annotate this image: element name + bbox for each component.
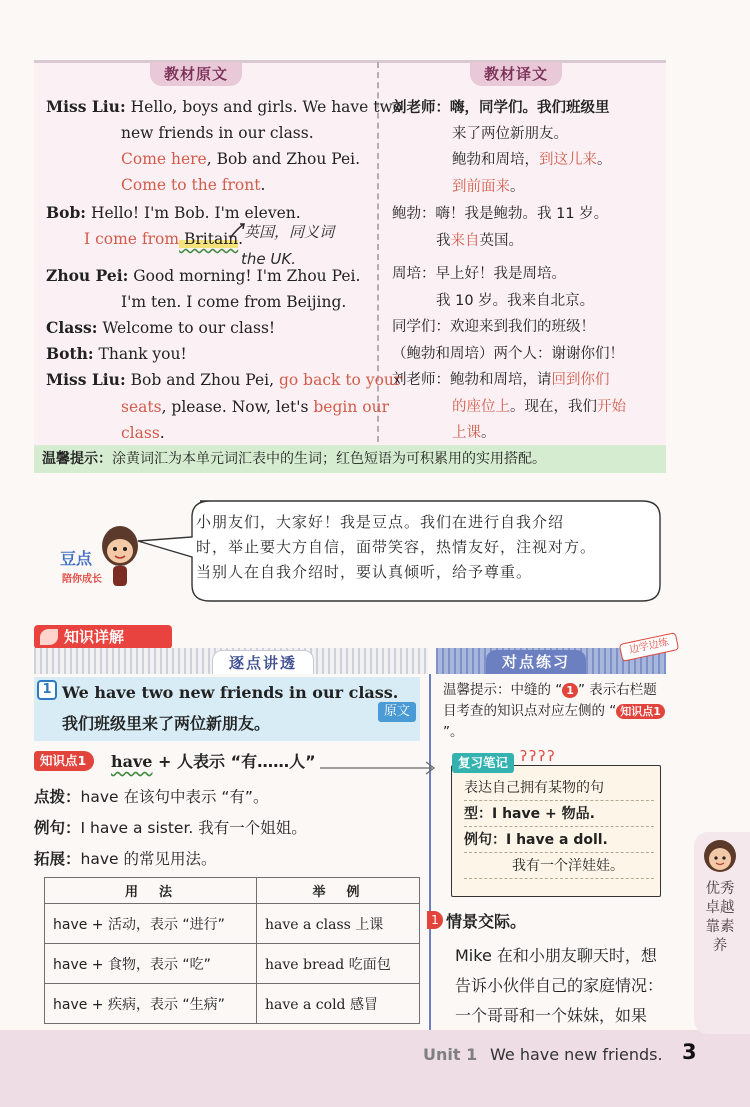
tip-label: 温馨提示： [42,451,112,467]
phrase-red: Come here [121,150,207,168]
handwritten-note: the UK. [241,250,296,268]
binder-rings-icon: ʔʔʔʔ [520,749,557,765]
tip-mark: 1 [562,683,578,698]
table-header: 用 法 [45,878,257,904]
dianbo-line [34,785,268,807]
dialogue-line [121,397,389,417]
tuozhan-line [34,847,216,869]
table-row [45,944,420,984]
dialogue-text: , Bob and Zhou Pei. [206,150,361,168]
question-text: Mike 在和小朋友聊天时，想 [455,946,657,965]
translation-line [452,423,496,443]
footer-unit: Unit 1 [423,1045,478,1064]
table-cell: have + 食物，表示 “吃” [45,944,257,984]
translation-line [436,231,523,251]
mascot-subtitle: 陪你成长 [62,574,102,585]
tip-bar [34,445,666,473]
dialogue-line [46,266,360,286]
table-cell: have a cold 感冒 [257,984,420,1024]
phrase-red: 来自 [450,233,480,249]
translation-text: 同学们：欢迎来到我们的班级！ [392,319,595,335]
dialogue-text: I [84,230,96,248]
speech-line: 时，举止要大方自信，面带笑容，热情友好，注视对方。 [196,538,597,556]
dialogue-text: new friends in our class. [121,124,314,142]
dialogue-line [46,97,402,117]
phrase-red: 到这儿来 [539,152,597,168]
subheader-explain: 逐点讲透 [212,650,314,674]
table-cell: have a class 上课 [257,904,420,944]
dialogue-text: . [159,424,165,442]
leaf-icon [40,629,58,645]
question-number: 1 [427,911,443,929]
note-text: 型：I have + 物品. [464,806,595,822]
handwritten-note: 英国，同义词 [244,223,335,241]
edge-slogan: 优秀卓越靠素养 [705,881,735,954]
note-line [464,828,654,853]
sentence-number: 1 [37,680,57,700]
tip-text: ”。 [443,724,464,740]
translation-line [452,397,626,417]
speaker-zhou-pei: Zhou Pei: [46,266,129,285]
phrase-red: seats [121,398,162,416]
dialogue-text: Hello, boys and girls. We have two [130,98,403,116]
tuozhan-label: 拓展： [34,850,81,868]
translation-text: 刘老师：嗨，同学们。我们班级里 [392,100,610,116]
translation-line [452,177,525,197]
translation-text: （鲍勃和周培）两个人：谢谢你们！ [392,346,624,362]
dianbo-text: have 在该句中表示 “有”。 [80,788,269,806]
translation-line [392,370,610,390]
note-line [464,802,654,827]
section-title-text: 知识详解 [64,628,125,646]
translation-text: 。现在，我们 [510,399,597,415]
phrase-red: 上课 [452,425,481,441]
tip-text: ” 表示右栏题目考查的知识点对应左侧的 “ [443,682,657,719]
connector-arrow-icon [320,758,450,778]
translation-text: 周培：早上好！我是周培。 [392,266,566,282]
table-row [45,904,420,944]
translation-text: 来了两位新朋友。 [452,126,568,142]
dialogue-line [46,203,301,223]
vocab-highlight: Britain [179,230,239,248]
question-title: 情景交际。 [446,912,527,931]
table-cell: have + 疾病，表示 “生病” [45,984,257,1024]
dialogue-text: Good morning! I'm Zhou Pei. [133,267,361,285]
note-text: 例句：I have a doll. [464,832,608,848]
dialogue-text: , please. Now, let's [161,398,314,416]
section-title [34,625,172,649]
table-cell: have bread 吃面包 [257,944,420,984]
translation-text: 。 [510,179,525,195]
dialogue-text: Bob and Zhou Pei, [130,371,279,389]
dialogue-line [46,318,275,338]
phrase-red: 开始 [597,399,626,415]
original-badge: 原文 [378,702,416,722]
phrase-red: go back to your [278,371,402,389]
phrase-red: 回到你们 [551,372,610,388]
speaker-miss-liu: Miss Liu: [46,97,126,116]
tuozhan-text: have 的常见用法。 [80,850,217,868]
translation-text: 鲍勃和周培， [452,152,539,168]
phrase-red: begin our [313,398,389,416]
phrase-red: Come to the front [121,176,261,194]
speaker-both: Both: [46,344,94,363]
phrase-red: class [121,424,160,442]
dialogue-text: I'm ten. I come from Beijing. [121,293,347,311]
tip-text: 涂黄词汇为本单元词汇表中的生词；红色短语为可积累用的实用搭配。 [112,451,546,467]
usage-table [44,877,420,1024]
learn-practice-stamp: 边学边练 [619,632,679,662]
kp-keyword: have [111,752,153,771]
dianbo-label: 点拨： [34,788,81,806]
practice-tip [443,680,665,743]
dialogue-line [121,175,265,195]
dialogue-text: Hello! I'm Bob. I'm eleven. [90,204,301,222]
translation-text: 鲍勃：嗨！我是鲍勃。我 11 岁。 [392,206,609,222]
original-sentence-en: We have two new friends in our class. [62,683,399,702]
dialogue-line [121,149,360,169]
dialogue-line [121,423,165,443]
mascot-face-icon [702,838,738,874]
phrase-red: 到前面来 [452,179,510,195]
tab-translation: 教材译文 [470,62,562,86]
table-row [45,984,420,1024]
dialogue-line [46,370,401,390]
translation-text: 英国。 [479,233,523,249]
liju-line [34,816,307,838]
translation-text: 我 [436,233,451,249]
speaker-class: Class: [46,318,98,337]
translation-line [452,150,612,170]
speaker-miss-liu: Miss Liu: [46,370,126,389]
review-note-tag: 复习笔记 [452,753,514,773]
speech-text [196,510,636,585]
note-line [464,854,654,879]
footer-title: We have new friends. [490,1045,663,1064]
mascot-name: 豆点 [60,549,93,568]
dialogue-line [46,344,187,364]
table-header-row [45,878,420,904]
phrase-red: come from [95,230,180,248]
speaker-bob: Bob: [46,203,86,222]
translation-text: 。 [597,152,612,168]
question-text: 一个哥哥和一个妹妹，如果 [455,1006,648,1025]
liju-text: I have a sister. 我有一个姐姐。 [80,819,307,837]
dialogue-line [84,229,243,249]
dialogue-text: Thank you! [98,345,187,363]
tab-original-text: 教材原文 [150,62,242,86]
translation-line [392,98,610,118]
note-line [464,776,654,801]
dialogue-text: . [238,230,244,248]
knowledge-point-title [111,749,316,772]
phrase-red: 的座位上 [452,399,510,415]
translation-text: 我 10 岁。我来自北京。 [436,293,595,309]
translation-text: 刘老师：鲍勃和周培，请 [392,372,552,388]
note-text: 表达自己拥有某物的句 [464,780,604,796]
dialogue-text: Welcome to our class! [102,319,276,337]
subheader-practice: 对点练习 [486,650,586,674]
translation-text: 。 [481,425,496,441]
note-text: 我有一个洋娃娃。 [512,858,624,874]
speech-line: 小朋友们，大家好！我是豆点。我们在进行自我介绍 [196,513,565,531]
table-cell: have + 活动，表示 “进行” [45,904,257,944]
liju-label: 例句： [34,819,81,837]
table-header: 举 例 [257,878,420,904]
knowledge-point-badge: 知识点1 [34,751,94,771]
tip-text: 温馨提示：中缝的 “ [443,682,563,698]
original-sentence-zh: 我们班级里来了两位新朋友。 [62,714,271,733]
column-divider [429,674,431,1030]
tip-kp-mark: 知识点1 [616,704,665,719]
speech-line: 当别人在自我介绍时，要认真倾听，给予尊重。 [196,563,533,581]
dialogue-text: . [260,176,266,194]
question-text: 告诉小伙伴自己的家庭情况： [455,976,664,995]
kp-rest: + 人表示 “有……人” [152,752,316,771]
page-number: 3 [682,1040,697,1064]
